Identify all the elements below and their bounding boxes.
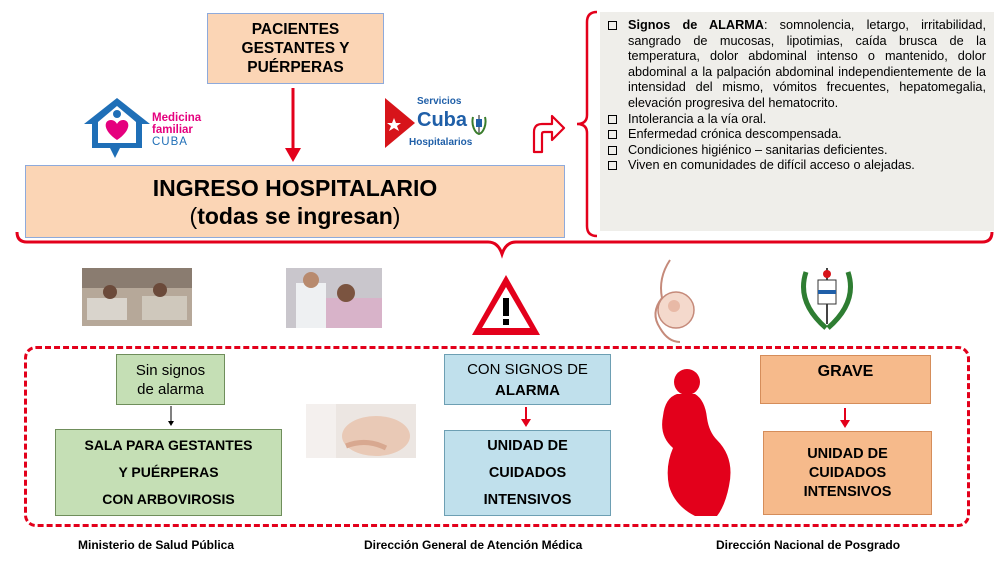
uci-box-1 (444, 430, 611, 516)
sign-item-text: Viven en comunidades de difícil acceso o alejadas. (628, 158, 915, 173)
medicina-line3: CUBA (152, 136, 188, 148)
arrow-down-small-icon (165, 406, 177, 428)
arrow-down-red-icon (838, 408, 852, 430)
uci-box-2 (763, 431, 932, 515)
warning-icon (470, 272, 542, 338)
ingreso-subtitle: todas se ingresan (197, 202, 393, 229)
grave-label: GRAVE (817, 363, 874, 380)
sin-signos-box (116, 354, 225, 405)
grave-box (760, 355, 931, 404)
sin-line2: de alarma (137, 380, 204, 398)
sign-item-text: Enfermedad crónica descompensada. (628, 127, 842, 142)
sala-line2: Y PUÉRPERAS (118, 464, 219, 480)
servicios-middle: Cuba (417, 109, 467, 131)
national-emblem-icon (796, 262, 858, 332)
sign-item (600, 18, 986, 112)
uci2-line2: CUIDADOS (808, 464, 887, 481)
con-line1: CON SIGNOS DE (467, 360, 588, 378)
patients-line3: PUÉRPERAS (247, 59, 344, 76)
ingreso-paren-open: ( (189, 202, 198, 229)
sign-item-text: : somnolencia, letargo, irritabilidad, sangrado de mucosas, lipotimias, caída brusca de la temperatura, dolor abdominal intenso o mantenido, dolor abdominal a la palpación abdominal independientemente de la intensidad del mismo, vómitos frecuentes, hepatomegalia, elevación progresiva del hematocrito. (628, 18, 986, 110)
sin-line1: Sin signos (135, 361, 206, 379)
pregnant-belly-photo (306, 404, 416, 458)
emblem-icon (471, 113, 487, 135)
sala-line3: CON ARBOVIROSIS (102, 491, 235, 507)
con-signos-box (444, 354, 611, 405)
ingreso-title: INGRESO HOSPITALARIO (152, 174, 438, 201)
arrow-down-red-icon (519, 407, 533, 429)
patients-line1: PACIENTES (251, 21, 340, 38)
uci2-line1: UNIDAD DE (807, 445, 888, 462)
alarm-signs-panel (600, 12, 994, 231)
medicina-line1: Medicina (152, 112, 202, 124)
sign-item (600, 112, 986, 128)
curved-arrow-icon (528, 110, 566, 154)
ingreso-paren-close: ) (392, 202, 401, 229)
medicina-line2: familiar (152, 124, 193, 136)
hospital-ward-photo (82, 268, 192, 326)
sign-item (600, 158, 986, 174)
footer-direccion-general: Dirección General de Atención Médica (364, 538, 583, 552)
sala-gestantes-box (55, 429, 282, 516)
uci1-line1: UNIDAD DE (487, 437, 568, 454)
pregnancy-illustration (640, 258, 708, 344)
patients-box (207, 13, 384, 84)
medicina-familiar-logo (82, 96, 212, 156)
house-heart-icon (82, 96, 152, 158)
uci1-line3: INTENSIVOS (483, 491, 572, 508)
patients-line2: GESTANTES Y (241, 40, 350, 57)
sala-line1: SALA PARA GESTANTES (84, 437, 253, 453)
footer-direccion-nacional: Dirección Nacional de Posgrado (716, 538, 901, 552)
doctor-patient-photo (286, 268, 382, 328)
uci1-line2: CUIDADOS (488, 464, 567, 481)
signs-bracket (572, 10, 602, 238)
con-line2: ALARMA (494, 381, 560, 399)
uci2-line3: INTENSIVOS (803, 483, 892, 500)
sign-item (600, 127, 986, 143)
sign-item (600, 143, 986, 159)
sign-item-text: Intolerancia a la vía oral. (628, 111, 767, 126)
servicios-top: Servicios (417, 96, 462, 107)
pregnant-woman-silhouette-icon (655, 366, 735, 518)
servicios-cuba-logo (385, 96, 495, 152)
servicios-bottom: Hospitalarios (409, 137, 473, 148)
sign-item-head: Signos de ALARMA (628, 18, 764, 32)
down-arrow-icon (283, 88, 303, 164)
footer-ministerio: Ministerio de Salud Pública (78, 538, 235, 552)
sign-item-text: Condiciones higiénico – sanitarias deficientes. (628, 142, 888, 157)
horizontal-bracket (14, 228, 998, 262)
